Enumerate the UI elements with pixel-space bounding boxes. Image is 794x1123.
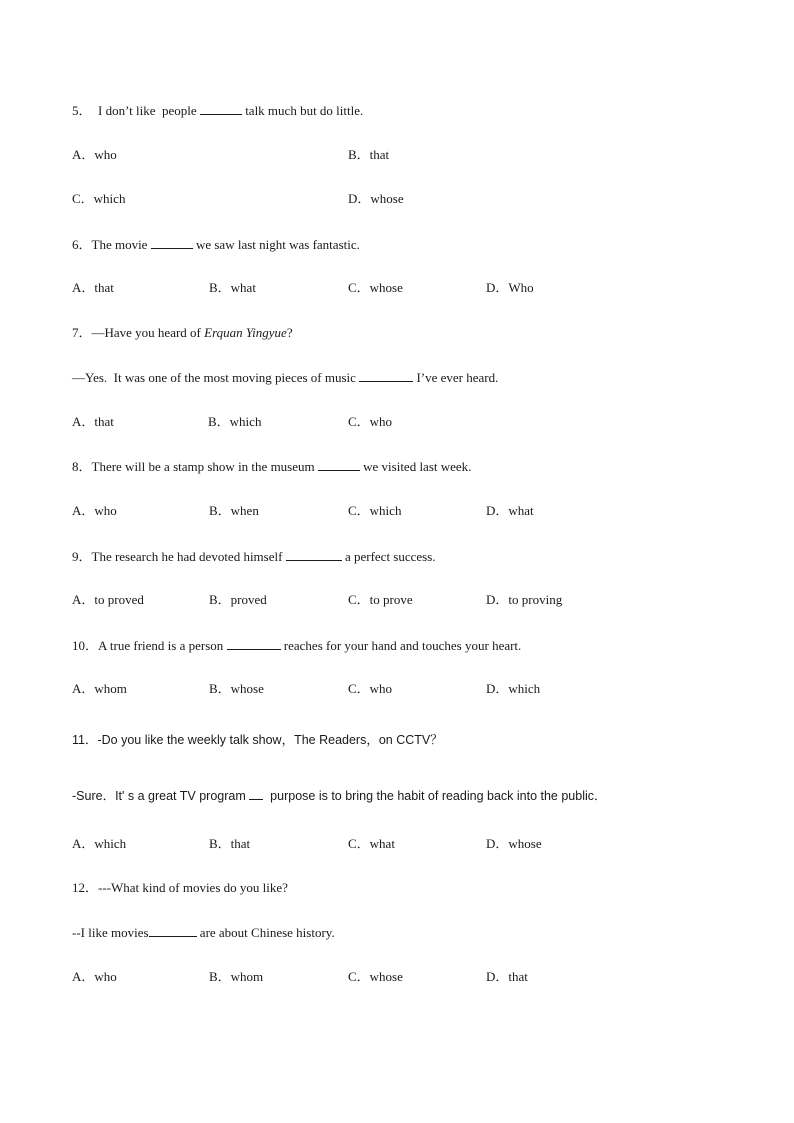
question-8-stem — [72, 458, 471, 475]
question-8-blank — [318, 458, 360, 471]
question-5-option-c: C．which — [72, 191, 126, 206]
question-9-stem — [72, 548, 436, 565]
question-7-song-title: Erquan Yingyue — [204, 325, 287, 340]
question-9-option-a: A．to proved — [72, 592, 144, 607]
question-10-stem — [72, 637, 521, 654]
question-8-prefix: 8．There will be a stamp show in the museum — [72, 459, 318, 474]
question-12-option-c: C．whose — [348, 969, 403, 984]
question-7-blank — [359, 369, 413, 382]
question-5-option-d: D．whose — [348, 191, 404, 206]
question-11-answer-line — [72, 787, 607, 804]
question-8-suffix: we visited last week. — [359, 459, 472, 474]
question-9-suffix: a perfect success. — [341, 549, 436, 564]
question-12-line2-prefix: --I like movies — [72, 925, 149, 940]
question-5-option-a: A．who — [72, 147, 117, 162]
question-12-blank — [149, 924, 197, 937]
question-11-option-d: D．whose — [486, 836, 542, 851]
question-10-option-a: A．whom — [72, 681, 127, 696]
question-7-answer-line — [72, 369, 498, 386]
question-11-option-b: B．that — [209, 836, 251, 851]
question-8-option-c: C．which — [348, 503, 402, 518]
question-12-stem: 12．---What kind of movies do you like? — [72, 880, 288, 895]
question-8-option-a: A．who — [72, 503, 117, 518]
question-5-option-b: B．that — [348, 147, 390, 162]
question-12-option-d: D．that — [486, 969, 528, 984]
question-12-option-b: B．whom — [209, 969, 264, 984]
question-9-prefix: 9．The research he had devoted himself — [72, 549, 286, 564]
question-6-blank — [151, 236, 193, 249]
question-5-blank — [200, 102, 242, 115]
question-6-option-a: A．that — [72, 280, 114, 295]
question-9-option-c: C．to prove — [348, 592, 413, 607]
question-10-option-b: B．whose — [209, 681, 264, 696]
question-7-stem — [72, 325, 293, 341]
question-10-option-c: C．who — [348, 681, 393, 696]
question-8-option-d: D．what — [486, 503, 534, 518]
question-10-prefix: 10．A true friend is a person — [72, 638, 227, 653]
question-7-line2-suffix: I’ve ever heard. — [413, 370, 499, 385]
question-11-option-c: C．what — [348, 836, 395, 851]
question-6-option-c: C．whose — [348, 280, 403, 295]
question-7-option-c: C．who — [348, 414, 393, 429]
question-11-blank — [249, 787, 263, 800]
question-6-option-d: D．Who — [486, 280, 534, 295]
question-9-blank — [286, 548, 342, 561]
question-8-option-b: B．when — [209, 503, 259, 518]
question-7-option-b: B．which — [208, 414, 262, 429]
question-9-option-d: D．to proving — [486, 592, 563, 607]
question-10-blank — [227, 637, 281, 650]
question-9-option-b: B．proved — [209, 592, 267, 607]
question-5-suffix: talk much but do little. — [241, 103, 364, 118]
question-11-line2-suffix: purpose is to bring the habit of reading back into the public． — [263, 789, 607, 803]
question-6-option-b: B．what — [209, 280, 256, 295]
question-7-option-a: A．that — [72, 414, 114, 429]
question-12-option-a: A．who — [72, 969, 117, 984]
question-5-stem — [72, 102, 363, 119]
question-5-prefix: 5． I don’t like people — [72, 103, 200, 118]
question-6-stem — [72, 236, 360, 253]
question-6-prefix: 6．The movie — [72, 237, 151, 252]
question-7-line2-prefix: —Yes. It was one of the most moving pieces of music — [72, 370, 360, 385]
question-11-option-a: A．which — [72, 836, 127, 851]
question-7-line1-prefix: 7．—Have you heard of — [72, 325, 205, 340]
question-10-option-d: D．which — [486, 681, 541, 696]
question-11-line2-prefix: -Sure．It' s a great TV program — [72, 789, 250, 803]
question-6-suffix: we saw last night was fantastic. — [192, 237, 360, 252]
question-12-answer-line — [72, 924, 335, 941]
question-10-suffix: reaches for your hand and touches your heart. — [280, 638, 522, 653]
question-11-stem: 11．-Do you like the weekly talk show，The Readers，on CCTV？ — [72, 733, 443, 747]
question-7-line1-suffix: ? — [286, 325, 293, 340]
question-12-line2-suffix: are about Chinese history. — [196, 925, 335, 940]
